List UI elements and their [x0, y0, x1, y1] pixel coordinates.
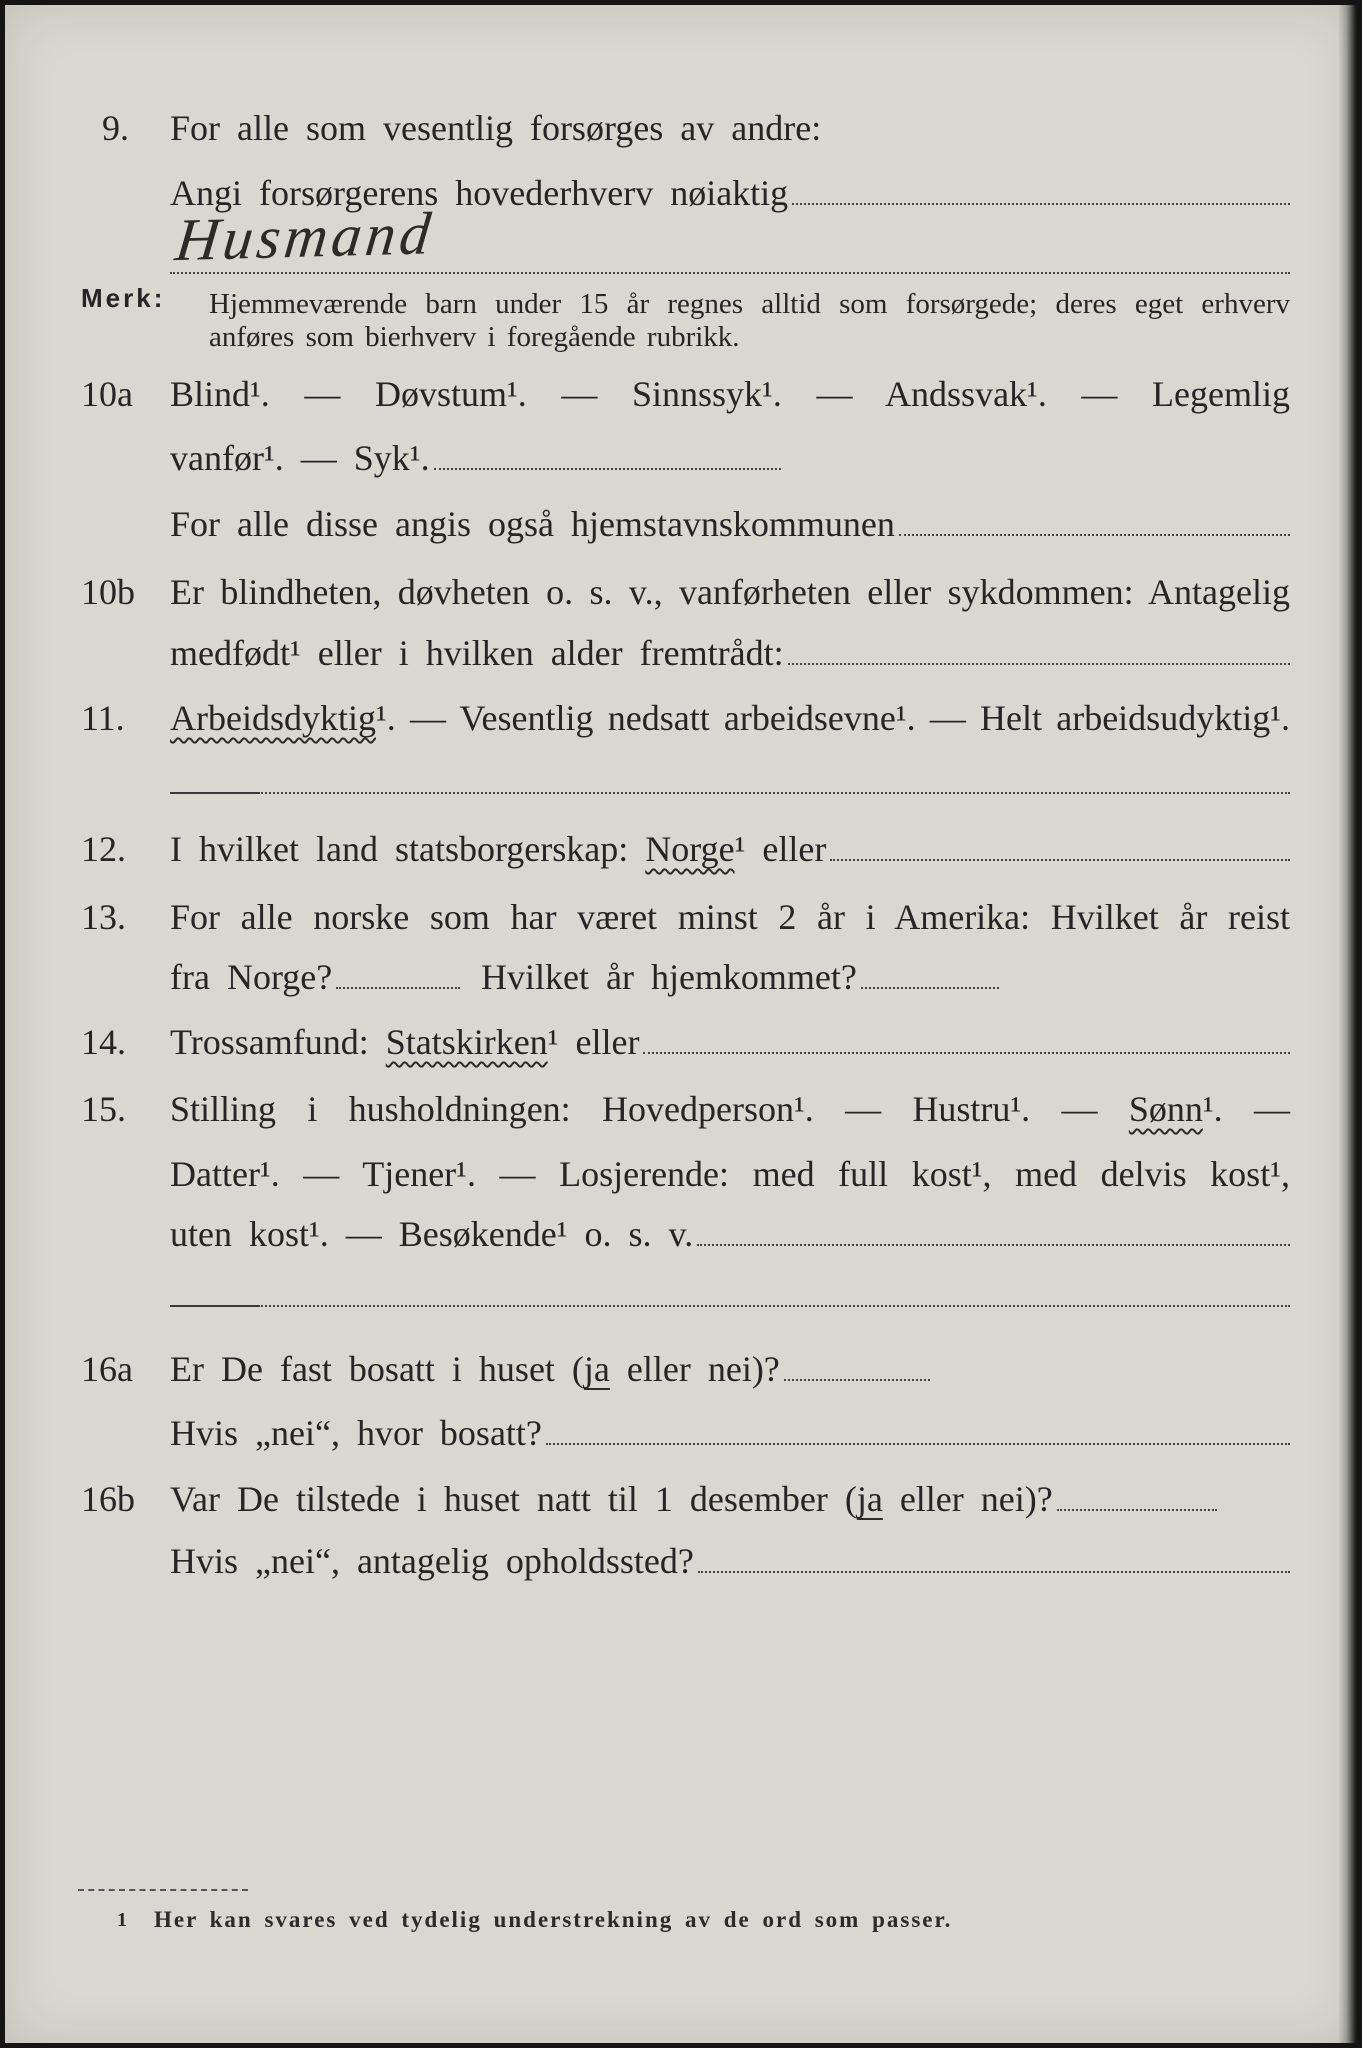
q16b-line-2-text: Hvis „nei“, antagelig opholdssted?: [170, 1541, 694, 1581]
question-number-11: 11.: [81, 698, 125, 738]
fill-in-leader: [698, 1571, 1290, 1573]
q13-part-1-text: fra Norge?: [170, 957, 333, 997]
q13-part-1: [170, 954, 460, 1000]
q10a-line-3-text: For alle disse angis også hjemstavnskommunen: [170, 504, 895, 544]
q15-underlined-choice: Sønn: [1128, 1089, 1203, 1129]
fill-in-leader: [899, 534, 1290, 536]
q15-rest: ¹. —: [1202, 1089, 1290, 1129]
q13-part-2: [481, 954, 999, 1000]
q12-underlined-choice: Norge: [645, 829, 735, 869]
footnote-text: Her kan svares ved tydelig understrekning av de ord som passer.: [154, 1907, 953, 1932]
q12-line-1: [170, 826, 1290, 872]
footnote-rule: [78, 1889, 248, 1891]
note-line-2: anføres som bierhverv i foregående rubrikk.: [209, 321, 740, 353]
q11-underlined-choice: Arbeidsdyktig: [170, 698, 376, 738]
footnote-marker: 1: [117, 1909, 127, 1931]
note-label: Merk:: [81, 283, 166, 313]
fill-in-leader: [643, 1052, 1290, 1054]
fill-in-leader: [784, 1379, 930, 1381]
q16b-line-2: [170, 1538, 1290, 1584]
q11-line-text: ¹. — Vesentlig nedsatt arbeidsevne¹. — Helt arbeidsudyktig¹.: [375, 698, 1290, 738]
q9-line-2-text: Angi forsørgerens hovederhverv nøiaktig: [170, 173, 789, 213]
question-number-13: 13.: [81, 897, 126, 937]
fill-in-leader: [336, 987, 460, 989]
answer-rule: [170, 792, 1290, 794]
answer-rule: [170, 272, 1290, 274]
q16a-line-2: [170, 1410, 1290, 1456]
q16a-line-2-text: Hvis „nei“, hvor bosatt?: [170, 1413, 542, 1453]
question-number-12: 12.: [81, 829, 126, 869]
q14-line-text: [170, 1019, 639, 1065]
answer-rule: [170, 1305, 1290, 1307]
question-number-15: 15.: [81, 1089, 126, 1129]
q10a-line-1: Blind¹. — Døvstum¹. — Sinnssyk¹. — Andssvak¹. — Legemlig: [170, 374, 1290, 414]
q15-line-3-text: uten kost¹. — Besøkende¹ o. s. v.: [170, 1214, 694, 1254]
fill-in-leader: [546, 1443, 1290, 1445]
fill-in-leader: [788, 663, 1290, 665]
q10a-line-2: [170, 435, 781, 481]
paper-edge-shadow: [1338, 0, 1362, 2048]
q10a-line-3: [170, 501, 1290, 547]
fill-in-leader: [830, 859, 1290, 861]
q10b-line-2: [170, 630, 1290, 676]
q12-rest: ¹ eller: [734, 829, 827, 869]
question-number-16b: 16b: [81, 1479, 135, 1519]
question-number-14: 14.: [81, 1022, 126, 1062]
q16b-rest: eller nei)?: [882, 1479, 1053, 1519]
q16b-underlined-choice: ja: [856, 1479, 883, 1519]
q14-underlined-choice: Statskirken: [385, 1022, 548, 1062]
q14-rest: ¹ eller: [547, 1022, 640, 1062]
q15-line-1: [170, 1086, 1290, 1132]
q16b-lead: Var De tilstede i huset natt til 1 desember (: [170, 1479, 857, 1519]
q14-line-1: [170, 1019, 1290, 1065]
q13-part-2-text: Hvilket år hjemkommet?: [481, 957, 857, 997]
q10b-line-1: Er blindheten, døvheten o. s. v., vanførheten eller sykdommen: Antagelig: [170, 572, 1290, 612]
q15-lead: Stilling i husholdningen: Hovedperson¹. — Hustru¹. —: [170, 1089, 1098, 1129]
fill-in-leader: [434, 468, 781, 470]
fill-in-leader: [1057, 1509, 1217, 1511]
fill-in-leader: [861, 987, 999, 989]
q16b-line-1-text: [170, 1476, 1053, 1522]
fill-in-leader: [792, 203, 1290, 205]
q10a-line-2-text: vanfør¹. — Syk¹.: [170, 438, 430, 478]
note-line-1: Hjemmeværende barn under 15 år regnes alltid som forsørgede; deres eget erhverv: [209, 288, 1290, 320]
q14-lead: Trossamfund:: [170, 1022, 369, 1062]
q16a-lead: Er De fast bosatt i huset (: [170, 1349, 584, 1389]
q15-line-2: Datter¹. — Tjener¹. — Losjerende: med full kost¹, med delvis kost¹,: [170, 1154, 1290, 1194]
question-number-9: 9.: [102, 108, 129, 148]
question-number-16a: 16a: [81, 1349, 133, 1389]
q13-line-1: For alle norske som har været minst 2 år i Amerika: Hvilket år reist: [170, 897, 1290, 937]
q16b-line-1: [170, 1476, 1217, 1522]
question-number-10a: 10a: [81, 374, 133, 414]
q15-line-3: [170, 1211, 1290, 1257]
q16a-rest: eller nei)?: [609, 1349, 780, 1389]
q16a-underlined-choice: ja: [583, 1349, 610, 1389]
fill-in-leader: [697, 1244, 1290, 1246]
q16a-line-1-text: [170, 1346, 780, 1392]
q9-line-1: For alle som vesentlig forsørges av andre:: [170, 108, 822, 148]
q12-line-text: [170, 826, 826, 872]
q11-line-1: [170, 695, 1290, 741]
q12-lead: I hvilket land statsborgerskap:: [170, 829, 629, 869]
q9-handwritten-answer: Husmand: [172, 200, 438, 274]
question-number-10b: 10b: [81, 572, 135, 612]
q16a-line-1: [170, 1346, 930, 1392]
q10b-line-2-text: medfødt¹ eller i hvilken alder fremtrådt:: [170, 633, 784, 673]
